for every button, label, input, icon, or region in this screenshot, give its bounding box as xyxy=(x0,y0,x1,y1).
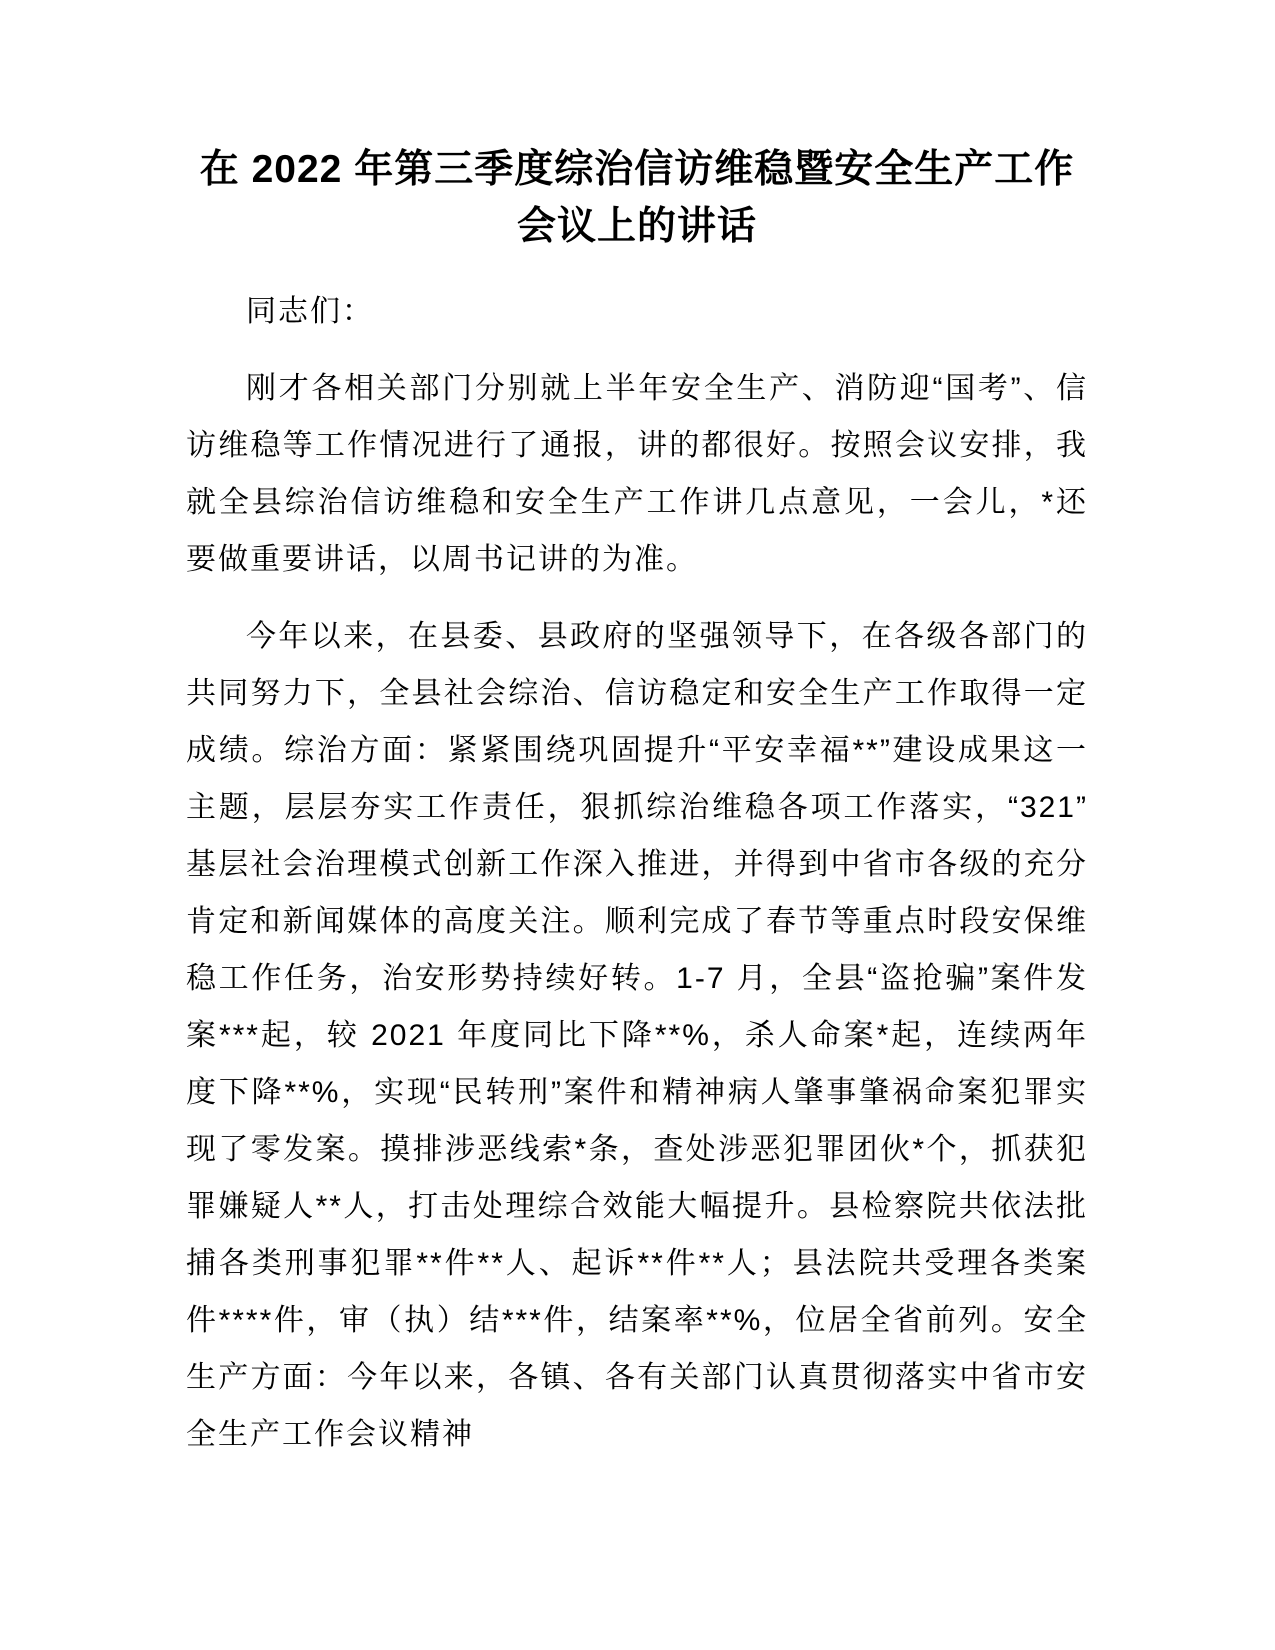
body-paragraph-1: 刚才各相关部门分别就上半年安全生产、消防迎“国考”、信访维稳等工作情况进行了通报，讲的都很好。按照会议安排，我就全县综治信访维稳和安全生产工作讲几点意见，一会儿，*还要做重要讲话，以周书记讲的为准。 xyxy=(186,372,1088,576)
document-title: 在 2022 年第三季度综治信访维稳暨安全生产工作会议上的讲话 xyxy=(199,148,1075,248)
body-paragraph-2: 今年以来，在县委、县政府的坚强领导下，在各级各部门的共同努力下，全县社会综治、信访稳定和安全生产工作取得一定成绩。综治方面：紧紧围绕巩固提升“平安幸福**”建设成果这一主题，层层夯实工作责任，狠抓综治维稳各项工作落实，“321”基层社会治理模式创新工作深入推进，并得到中省市各级的充分肯定和新闻媒体的高度关注。顺利完成了春节等重点时段安保维稳工作任务，治安形势持续好转。1-7 月，全县“盗抢骗”案件发案***起，较 2021 年度同比下降**%，杀人命案*起，连续两年度下降**%，实现“民转刑”案件和精神病人肇事肇祸命案犯罪实现了零发案。摸排涉恶线索*条，查处涉恶犯罪团伙*个，抓获犯罪嫌疑人**人，打击处理综合效能大幅提升。县检察院共依法批捕各类刑事犯罪**件**人、起诉**件**人；县法院共受理各类案件****件，审（执）结***件，结案率**%，位居全省前列。安全生产方面：今年以来，各镇、各有关部门认真贯彻落实中省市安全生产工作会议精神 xyxy=(186,620,1088,1451)
salutation-paragraph: 同志们： xyxy=(246,295,374,328)
